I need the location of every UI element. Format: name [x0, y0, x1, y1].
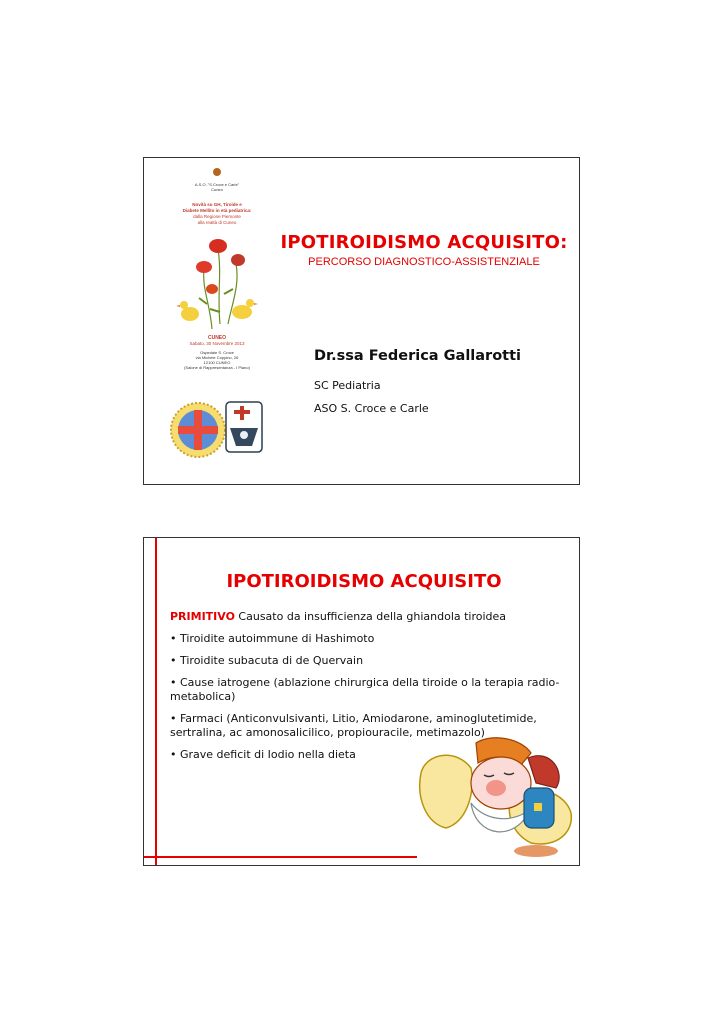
poster-venue-3: 12100 CUNEO [203, 360, 231, 365]
author-hospital: ASO S. Croce e Carle [314, 402, 429, 415]
poster-headline-2: Diabete Mellito in età pediatrica: [182, 208, 252, 213]
bullet-item: • Cause iatrogene (ablazione chirurgica della tiroide o la terapia radio-metabolica) [170, 676, 560, 703]
bullet-item: • Tiroidite subacuta di de Quervain [170, 654, 364, 667]
poster-city: CUNEO [207, 335, 227, 341]
poster-headline-3: dalla Regione Piemonte [193, 214, 241, 219]
bullet-item: • Farmaci (Anticonvulsivanti, Litio, Amiodarone, aminoglutetimide, sertralina, ac amonosalicilico, propiouracile, metimazolo) [170, 712, 537, 739]
red-vertical-rule [155, 538, 157, 865]
primitive-text: Causato da insufficienza della ghiandola tiroidea [234, 610, 507, 623]
poster-headline-1: Novità su GH, Tiroide e [192, 202, 242, 207]
primitive-label: PRIMITIVO [170, 610, 235, 623]
slide-2-title: IPOTIROIDISMO ACQUISITO [226, 571, 502, 592]
sleepy-dwarf-illustration [416, 733, 576, 863]
poster-venue-2: via Michele Coppino, 26 [195, 355, 239, 360]
poster-date: Sabato, 30 Novembre 2013 [189, 341, 245, 346]
duckling-illustration [176, 299, 258, 321]
poster-venue-4: (Salone di Rappresentanza - I Piano) [184, 365, 250, 370]
slide-1 [143, 157, 580, 485]
conference-poster [162, 164, 272, 378]
bullet-item: • Tiroidite autoimmune di Hashimoto [170, 632, 375, 645]
red-horizontal-rule [144, 856, 417, 858]
slide-1-subtitle: PERCORSO DIAGNOSTICO-ASSISTENZIALE [308, 256, 540, 268]
poster-org-2: Cuneo [211, 187, 223, 192]
poster-headline-4: alla realtà di Cuneo [197, 220, 237, 225]
slide-1-title: IPOTIROIDISMO ACQUISITO: [280, 232, 568, 253]
hospital-logo [168, 388, 268, 468]
author-department: SC Pediatria [314, 379, 381, 392]
poster-org-1: A.S.O. "S.Croce e Carle" [194, 182, 240, 187]
author-name: Dr.ssa Federica Gallarotti [314, 348, 521, 364]
primitive-definition [170, 610, 570, 624]
bullet-item: • Grave deficit di Iodio nella dieta [170, 748, 356, 761]
poster-venue-1: Ospedale S. Croce [200, 350, 234, 355]
slide-2 [143, 537, 580, 866]
